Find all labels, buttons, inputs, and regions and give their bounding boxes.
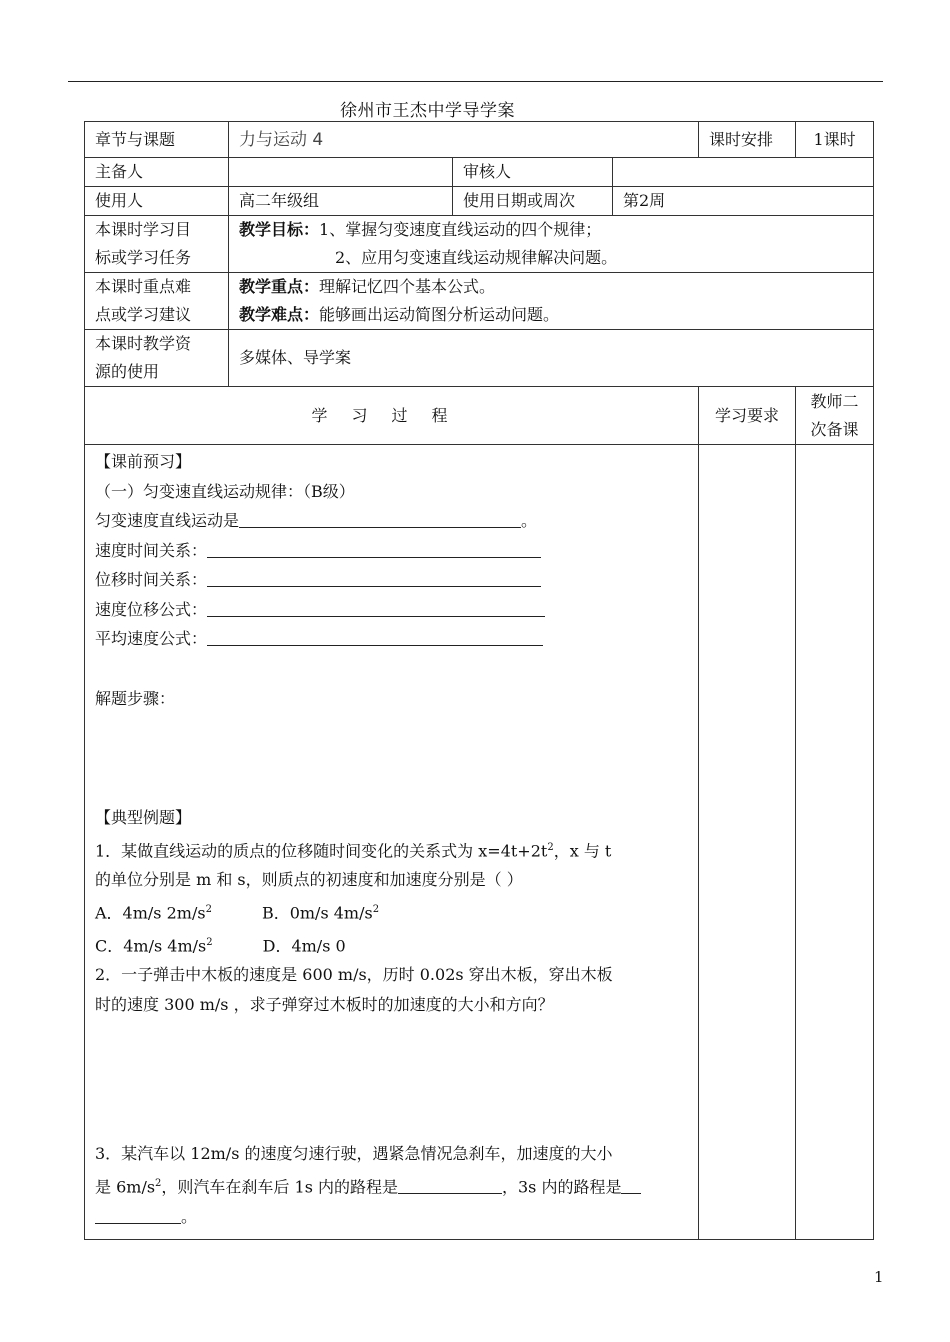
- question-definition-end: 。: [521, 511, 538, 530]
- example-1-line-1: [95, 833, 698, 866]
- resources-label: [85, 330, 229, 387]
- question-definition: [95, 506, 698, 536]
- goals-label: [85, 216, 229, 273]
- answer-blank-3s-distance-start[interactable]: [621, 1175, 641, 1194]
- goals-bold-label: 教学目标：: [239, 220, 320, 239]
- option-b: B．0m/s 4m/s: [261, 903, 373, 923]
- example-3-line-2: [95, 1169, 698, 1202]
- hours-label: 课时安排: [699, 122, 796, 158]
- focus-label-line-2: 点或学习建议: [95, 305, 192, 324]
- example-3-superscript: 2: [155, 1177, 162, 1189]
- school-title: 徐州市王杰中学导学案: [340, 101, 515, 121]
- solving-steps: 解题步骤：: [95, 688, 176, 708]
- process-heading: 学习过程: [85, 387, 699, 445]
- focus-label: [85, 273, 229, 330]
- row-process-header: [85, 387, 874, 445]
- row-process-body: [85, 445, 874, 1240]
- focus-label-line-1: 本课时重点难: [95, 277, 192, 296]
- example-3-text-a: 是 6m/s: [95, 1177, 156, 1197]
- example-3-text-c: ，3s 内的路程是: [502, 1177, 622, 1197]
- reviewer-value: [613, 158, 874, 187]
- example-1-line-2: 的单位分别是 m 和 s，则质点的初速度和加速度分别是（ ）: [95, 870, 523, 890]
- example-3-line-1: 3．某汽车以 12m/s 的速度匀速行驶，遇紧急情况急刹车，加速度的大小: [95, 1144, 613, 1164]
- example-2-line-2: 时的速度 300 m/s ，求子弹穿过木板时的加速度的大小和方向？: [95, 994, 554, 1014]
- example-3-end: 。: [181, 1206, 198, 1226]
- example-3-text-b: ，则汽车在刹车后 1s 内的路程是: [161, 1177, 398, 1197]
- row-resources: [85, 330, 874, 387]
- hours-value: 1课时: [796, 122, 874, 158]
- goals-value: [229, 216, 874, 273]
- answer-blank-velocity-displacement[interactable]: [207, 598, 545, 617]
- focus-value: [229, 273, 874, 330]
- example-1-options-ab: [95, 895, 698, 928]
- example-1-options-cd: [95, 928, 698, 961]
- examples-heading: 【典型例题】: [95, 808, 192, 827]
- top-rule: [68, 81, 883, 82]
- question-average-velocity: [95, 624, 698, 654]
- lesson-plan-table: [84, 121, 874, 1240]
- example-1-text-b: ，x 与 t: [553, 840, 612, 860]
- date-label: 使用日期或周次: [453, 187, 613, 216]
- answer-blank-definition[interactable]: [239, 509, 521, 528]
- answer-blank-velocity-time[interactable]: [207, 539, 541, 558]
- difficulty-bold-label: 教学难点：: [239, 305, 320, 324]
- answer-blank-displacement-time[interactable]: [207, 568, 541, 587]
- goals-label-line-1: 本课时学习目: [95, 220, 192, 239]
- question-velocity-displacement-label: 速度位移公式：: [95, 599, 208, 619]
- focus-text: 理解记忆四个基本公式。: [319, 277, 496, 296]
- chapter-value: [229, 122, 699, 158]
- teacher-label-line-1: 教师二: [810, 391, 859, 411]
- user-label: 使用人: [85, 187, 229, 216]
- example-1-text-a: 1．某做直线运动的质点的位移随时间变化的关系式为 x=4t+2t: [95, 840, 548, 860]
- question-velocity-time-label: 速度时间关系：: [95, 540, 208, 560]
- question-displacement-time-label: 位移时间关系：: [95, 570, 208, 589]
- row-focus: [85, 273, 874, 330]
- goals-label-line-2: 标或学习任务: [95, 248, 192, 267]
- teacher-notes-column: [796, 445, 874, 1240]
- page-number: 1: [874, 1268, 884, 1286]
- teacher-label-line-2: 次备课: [810, 419, 859, 439]
- answer-blank-average-velocity[interactable]: [207, 627, 543, 646]
- option-c-superscript: 2: [206, 936, 213, 948]
- option-d: D．4m/s 0: [262, 935, 346, 955]
- question-velocity-displacement: [95, 595, 698, 625]
- resources-label-line-2: 源的使用: [95, 362, 160, 381]
- option-b-superscript: 2: [372, 903, 380, 915]
- teacher-label: [796, 387, 874, 445]
- question-average-velocity-label: 平均速度公式：: [95, 629, 208, 648]
- resources-value: 多媒体、导学案: [229, 330, 874, 387]
- option-a-superscript: 2: [205, 903, 212, 915]
- option-c: C．4m/s 4m/s: [95, 935, 207, 955]
- goal-2: 2、应用匀变速直线运动规律解决问题。: [335, 248, 618, 267]
- preparer-value: [229, 158, 453, 187]
- answer-blank-1s-distance[interactable]: [398, 1175, 502, 1194]
- date-value: 第2周: [613, 187, 874, 216]
- reviewer-label: 审核人: [453, 158, 613, 187]
- row-chapter: [85, 122, 874, 158]
- row-goals: [85, 216, 874, 273]
- preview-heading: 【课前预习】: [95, 452, 192, 471]
- goal-1: 1、掌握匀变速度直线运动的四个规律；: [319, 220, 602, 239]
- question-displacement-time: [95, 565, 698, 595]
- focus-bold-label: 教学重点：: [239, 277, 320, 296]
- difficulty-text: 能够画出运动简图分析运动问题。: [319, 305, 560, 324]
- user-value: 高二年级组: [229, 187, 453, 216]
- section-1-title: （一）匀变速直线运动规律：（B级）: [95, 481, 355, 501]
- row-preparer: [85, 158, 874, 187]
- example-3-line-3: [95, 1202, 698, 1232]
- process-content: [85, 445, 699, 1240]
- question-velocity-time: [95, 536, 698, 566]
- requirements-column: [699, 445, 796, 1240]
- question-definition-label: 匀变速度直线运动是: [95, 511, 240, 530]
- chapter-label: 章节与课题: [85, 122, 229, 158]
- option-a: A．4m/s 2m/s: [95, 903, 206, 923]
- requirements-label: 学习要求: [699, 387, 796, 445]
- answer-blank-3s-distance[interactable]: [95, 1205, 181, 1224]
- lesson-title: 力与运动 4: [239, 129, 324, 150]
- resources-label-line-1: 本课时教学资: [95, 334, 192, 353]
- example-1-superscript: 2: [547, 841, 554, 853]
- example-2-line-1: 2．一子弹击中木板的速度是 600 m/s，历时 0.02s 穿出木板，穿出木板: [95, 965, 613, 985]
- row-user: [85, 187, 874, 216]
- preparer-label: 主备人: [85, 158, 229, 187]
